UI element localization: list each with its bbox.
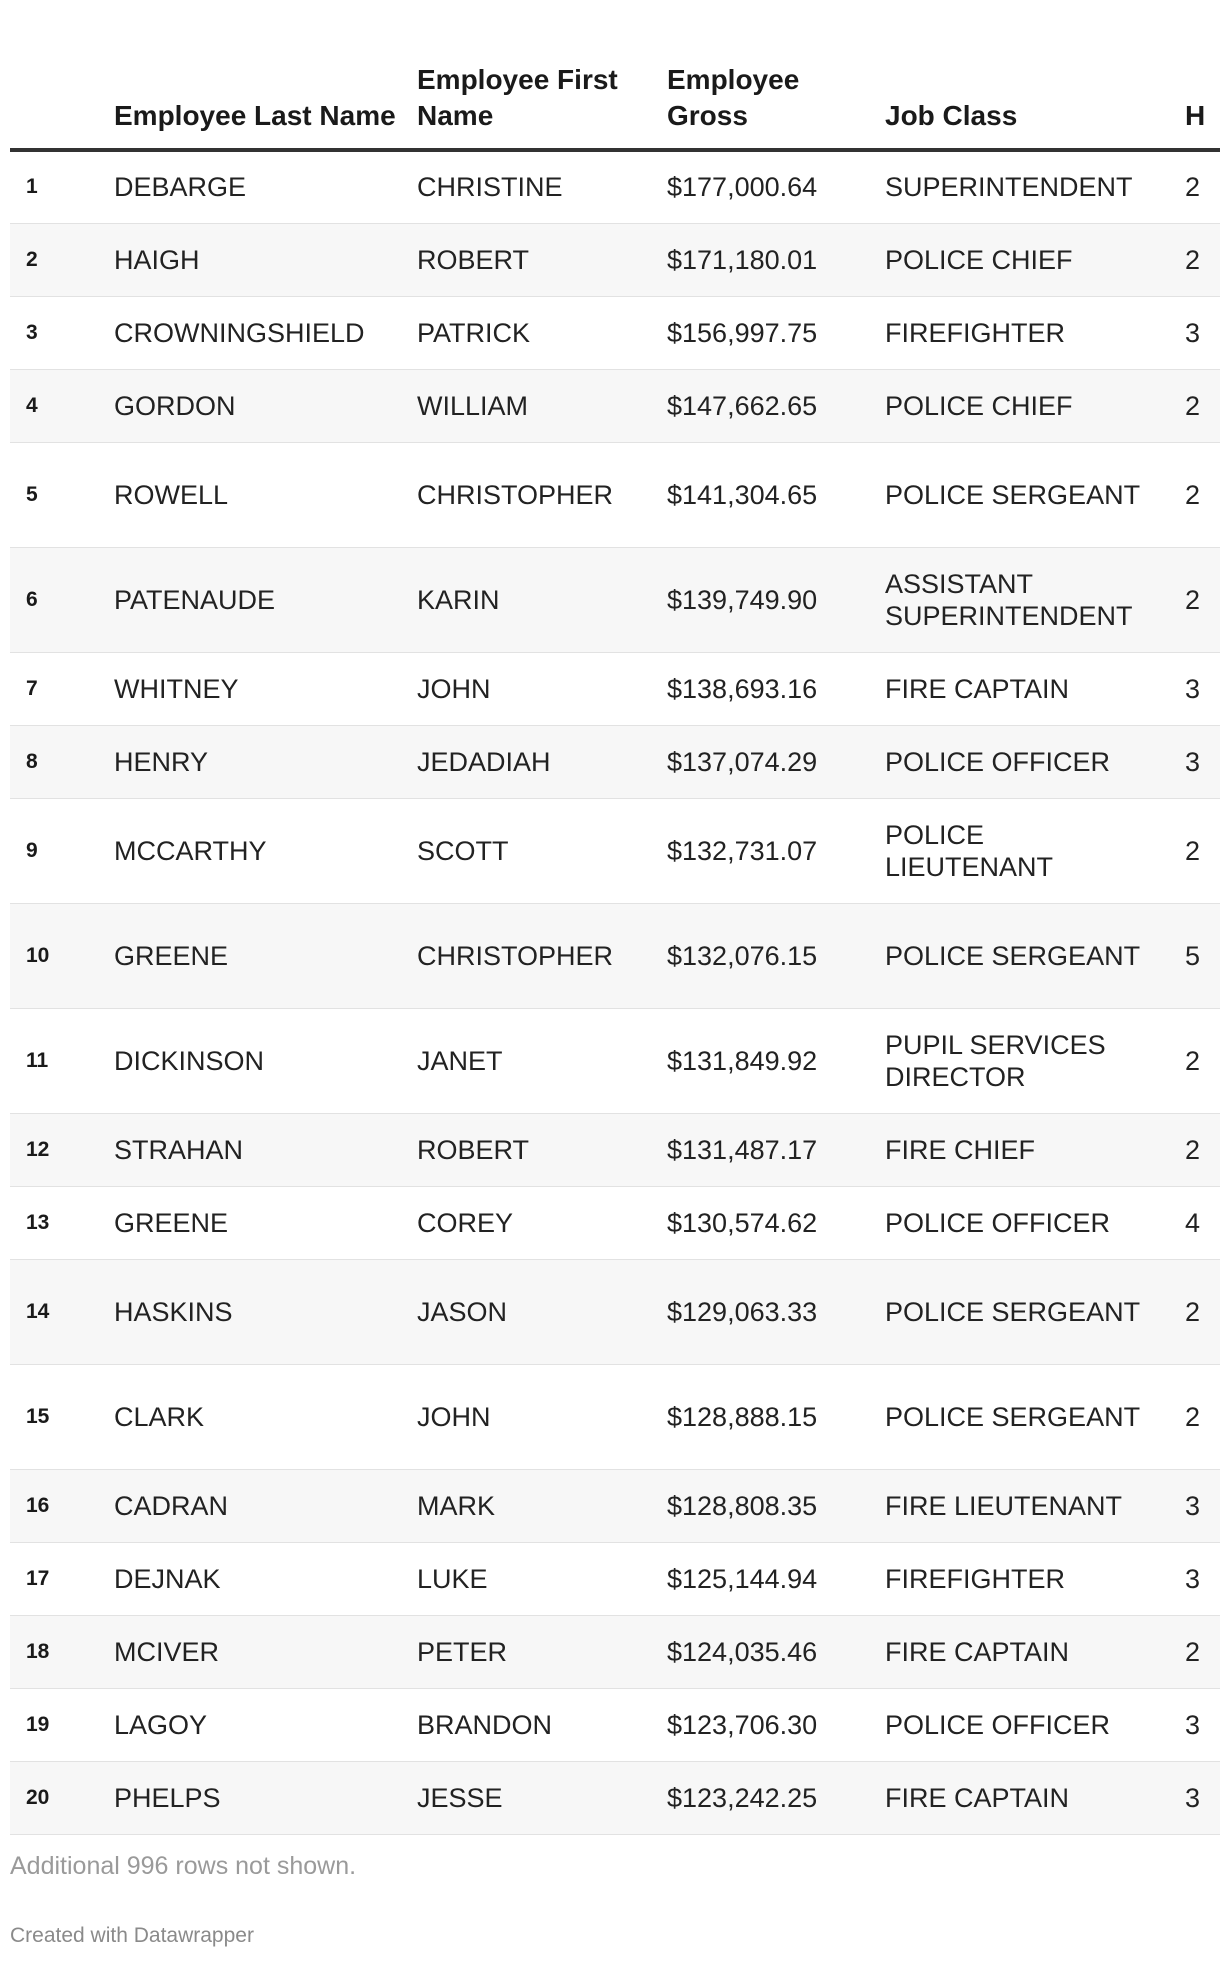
cell-first-name: ROBERT xyxy=(417,223,667,296)
cell-last-name: WHITNEY xyxy=(114,652,417,725)
job-class-text: FIREFIGHTER xyxy=(885,317,1065,348)
cell-h: 2 xyxy=(1185,150,1220,223)
table-row xyxy=(10,1259,1220,1364)
table-row xyxy=(10,1008,1220,1113)
job-class-text: SUPERINTENDENT xyxy=(885,172,1133,203)
job-class-text: POLICE LIEUTENANT xyxy=(885,819,1054,882)
cell-last-name: HAIGH xyxy=(114,223,417,296)
cell-rank: 16 xyxy=(10,1469,114,1542)
cell-rank: 20 xyxy=(10,1761,114,1834)
cell-job-class xyxy=(885,1761,1185,1834)
job-class-text: FIREFIGHTER xyxy=(885,1563,1065,1594)
table-row xyxy=(10,1542,1220,1615)
cell-rank: 5 xyxy=(10,442,114,547)
cell-job-class xyxy=(885,1008,1185,1113)
job-class-text: POLICE OFFICER xyxy=(885,1207,1111,1238)
cell-gross: $131,849.92 xyxy=(667,1008,885,1113)
cell-last-name: ROWELL xyxy=(114,442,417,547)
cell-h: 2 xyxy=(1185,1113,1220,1186)
cell-first-name: CHRISTOPHER xyxy=(417,903,667,1008)
cell-h: 5 xyxy=(1185,903,1220,1008)
cell-gross: $129,063.33 xyxy=(667,1259,885,1364)
table-row xyxy=(10,1688,1220,1761)
cell-rank: 8 xyxy=(10,725,114,798)
table-row xyxy=(10,725,1220,798)
table-row xyxy=(10,1615,1220,1688)
job-class-text: FIRE CAPTAIN xyxy=(885,673,1070,704)
cell-job-class xyxy=(885,1259,1185,1364)
table-row xyxy=(10,1186,1220,1259)
cell-last-name: GREENE xyxy=(114,903,417,1008)
cell-job-class xyxy=(885,1615,1185,1688)
cell-gross: $138,693.16 xyxy=(667,652,885,725)
table-row xyxy=(10,223,1220,296)
cell-rank: 9 xyxy=(10,798,114,903)
cell-first-name: PATRICK xyxy=(417,296,667,369)
table-body xyxy=(10,150,1220,1834)
cell-h: 3 xyxy=(1185,1688,1220,1761)
job-class-text: POLICE OFFICER xyxy=(885,1709,1111,1740)
cell-first-name: WILLIAM xyxy=(417,369,667,442)
cell-gross: $177,000.64 xyxy=(667,150,885,223)
job-class-text: FIRE CHIEF xyxy=(885,1134,1036,1165)
table-row xyxy=(10,296,1220,369)
cell-gross: $132,731.07 xyxy=(667,798,885,903)
cell-h: 2 xyxy=(1185,547,1220,652)
cell-rank: 12 xyxy=(10,1113,114,1186)
cell-last-name: STRAHAN xyxy=(114,1113,417,1186)
cell-first-name: JOHN xyxy=(417,652,667,725)
cell-h: 2 xyxy=(1185,1364,1220,1469)
cell-first-name: JESSE xyxy=(417,1761,667,1834)
cell-first-name: MARK xyxy=(417,1469,667,1542)
cell-last-name: MCIVER xyxy=(114,1615,417,1688)
cell-first-name: LUKE xyxy=(417,1542,667,1615)
cell-rank: 15 xyxy=(10,1364,114,1469)
table-viewport xyxy=(10,0,1220,1835)
datawrapper-credit: Created with Datawrapper xyxy=(10,1924,254,1947)
cell-job-class xyxy=(885,150,1185,223)
cell-rank: 10 xyxy=(10,903,114,1008)
cell-rank: 2 xyxy=(10,223,114,296)
cell-h: 3 xyxy=(1185,1761,1220,1834)
cell-gross: $125,144.94 xyxy=(667,1542,885,1615)
cell-rank: 13 xyxy=(10,1186,114,1259)
cell-first-name: CHRISTOPHER xyxy=(417,442,667,547)
job-class-text: POLICE SERGEANT xyxy=(885,479,1141,510)
cell-job-class xyxy=(885,725,1185,798)
cell-job-class xyxy=(885,1113,1185,1186)
table-row xyxy=(10,798,1220,903)
cell-job-class xyxy=(885,1364,1185,1469)
cell-rank: 3 xyxy=(10,296,114,369)
cell-job-class xyxy=(885,652,1185,725)
cell-last-name: DICKINSON xyxy=(114,1008,417,1113)
cell-rank: 7 xyxy=(10,652,114,725)
cell-gross: $123,242.25 xyxy=(667,1761,885,1834)
job-class-text: FIRE CAPTAIN xyxy=(885,1636,1070,1667)
job-class-text: FIRE LIEUTENANT xyxy=(885,1490,1123,1521)
cell-h: 2 xyxy=(1185,1615,1220,1688)
cell-last-name: LAGOY xyxy=(114,1688,417,1761)
cell-h: 2 xyxy=(1185,1008,1220,1113)
cell-last-name: PATENAUDE xyxy=(114,547,417,652)
header-row xyxy=(10,0,1220,150)
column-header-gross[interactable]: Employee Gross xyxy=(667,0,885,150)
cell-rank: 19 xyxy=(10,1688,114,1761)
job-class-text: FIRE CAPTAIN xyxy=(885,1782,1070,1813)
job-class-text: PUPIL SERVICES DIRECTOR xyxy=(885,1029,1106,1092)
cell-job-class xyxy=(885,798,1185,903)
table-row xyxy=(10,903,1220,1008)
cell-gross: $171,180.01 xyxy=(667,223,885,296)
cell-h: 2 xyxy=(1185,442,1220,547)
cell-h: 3 xyxy=(1185,725,1220,798)
table-header xyxy=(10,0,1220,150)
cell-h: 3 xyxy=(1185,1469,1220,1542)
cell-last-name: HENRY xyxy=(114,725,417,798)
column-header-h[interactable]: H xyxy=(1185,0,1220,150)
cell-job-class xyxy=(885,1688,1185,1761)
cell-job-class xyxy=(885,1542,1185,1615)
table-row xyxy=(10,369,1220,442)
column-header-rank xyxy=(10,0,114,150)
cell-last-name: DEJNAK xyxy=(114,1542,417,1615)
table-row xyxy=(10,547,1220,652)
salary-table xyxy=(10,0,1220,1835)
cell-rank: 18 xyxy=(10,1615,114,1688)
cell-h: 3 xyxy=(1185,296,1220,369)
cell-job-class xyxy=(885,223,1185,296)
cell-last-name: HASKINS xyxy=(114,1259,417,1364)
job-class-text: POLICE CHIEF xyxy=(885,390,1073,421)
job-class-text: ASSISTANT SUPERINTENDENT xyxy=(885,568,1133,631)
cell-first-name: JASON xyxy=(417,1259,667,1364)
cell-first-name: JOHN xyxy=(417,1364,667,1469)
job-class-text: POLICE SERGEANT xyxy=(885,1401,1141,1432)
cell-last-name: CROWNINGSHIELD xyxy=(114,296,417,369)
job-class-text: POLICE SERGEANT xyxy=(885,940,1141,971)
table-row xyxy=(10,1761,1220,1834)
cell-rank: 17 xyxy=(10,1542,114,1615)
job-class-text: POLICE OFFICER xyxy=(885,746,1111,777)
job-class-text: POLICE CHIEF xyxy=(885,244,1073,275)
cell-h: 2 xyxy=(1185,223,1220,296)
cell-h: 2 xyxy=(1185,798,1220,903)
job-class-text: POLICE SERGEANT xyxy=(885,1296,1141,1327)
cell-last-name: PHELPS xyxy=(114,1761,417,1834)
cell-rank: 11 xyxy=(10,1008,114,1113)
cell-h: 3 xyxy=(1185,1542,1220,1615)
cell-h: 2 xyxy=(1185,369,1220,442)
cell-last-name: GORDON xyxy=(114,369,417,442)
cell-gross: $147,662.65 xyxy=(667,369,885,442)
cell-gross: $141,304.65 xyxy=(667,442,885,547)
cell-h: 3 xyxy=(1185,652,1220,725)
cell-job-class xyxy=(885,369,1185,442)
table-row xyxy=(10,150,1220,223)
table-row xyxy=(10,652,1220,725)
cell-gross: $131,487.17 xyxy=(667,1113,885,1186)
table-row xyxy=(10,1113,1220,1186)
cell-first-name: BRANDON xyxy=(417,1688,667,1761)
cell-h: 2 xyxy=(1185,1259,1220,1364)
cell-gross: $137,074.29 xyxy=(667,725,885,798)
cell-job-class xyxy=(885,1469,1185,1542)
cell-first-name: COREY xyxy=(417,1186,667,1259)
cell-first-name: PETER xyxy=(417,1615,667,1688)
cell-gross: $130,574.62 xyxy=(667,1186,885,1259)
cell-last-name: MCCARTHY xyxy=(114,798,417,903)
cell-last-name: CADRAN xyxy=(114,1469,417,1542)
cell-first-name: JEDADIAH xyxy=(417,725,667,798)
column-header-first-name[interactable]: Employee First Name xyxy=(417,0,667,150)
cell-first-name: KARIN xyxy=(417,547,667,652)
cell-gross: $124,035.46 xyxy=(667,1615,885,1688)
cell-last-name: DEBARGE xyxy=(114,150,417,223)
cell-rank: 4 xyxy=(10,369,114,442)
cell-job-class xyxy=(885,1186,1185,1259)
cell-rank: 6 xyxy=(10,547,114,652)
cell-last-name: GREENE xyxy=(114,1186,417,1259)
column-header-job-class[interactable]: Job Class xyxy=(885,0,1185,150)
cell-job-class xyxy=(885,296,1185,369)
cell-gross: $132,076.15 xyxy=(667,903,885,1008)
cell-gross: $128,808.35 xyxy=(667,1469,885,1542)
table-notes: Additional 996 rows not shown. xyxy=(10,1852,357,1880)
cell-rank: 1 xyxy=(10,150,114,223)
cell-h: 4 xyxy=(1185,1186,1220,1259)
cell-job-class xyxy=(885,547,1185,652)
cell-gross: $123,706.30 xyxy=(667,1688,885,1761)
cell-gross: $156,997.75 xyxy=(667,296,885,369)
cell-first-name: ROBERT xyxy=(417,1113,667,1186)
cell-rank: 14 xyxy=(10,1259,114,1364)
table-row xyxy=(10,442,1220,547)
cell-gross: $128,888.15 xyxy=(667,1364,885,1469)
cell-first-name: CHRISTINE xyxy=(417,150,667,223)
column-header-last-name[interactable]: Employee Last Name xyxy=(114,0,417,150)
cell-gross: $139,749.90 xyxy=(667,547,885,652)
cell-job-class xyxy=(885,442,1185,547)
cell-job-class xyxy=(885,903,1185,1008)
table-row xyxy=(10,1469,1220,1542)
cell-first-name: JANET xyxy=(417,1008,667,1113)
table-row xyxy=(10,1364,1220,1469)
cell-last-name: CLARK xyxy=(114,1364,417,1469)
cell-first-name: SCOTT xyxy=(417,798,667,903)
